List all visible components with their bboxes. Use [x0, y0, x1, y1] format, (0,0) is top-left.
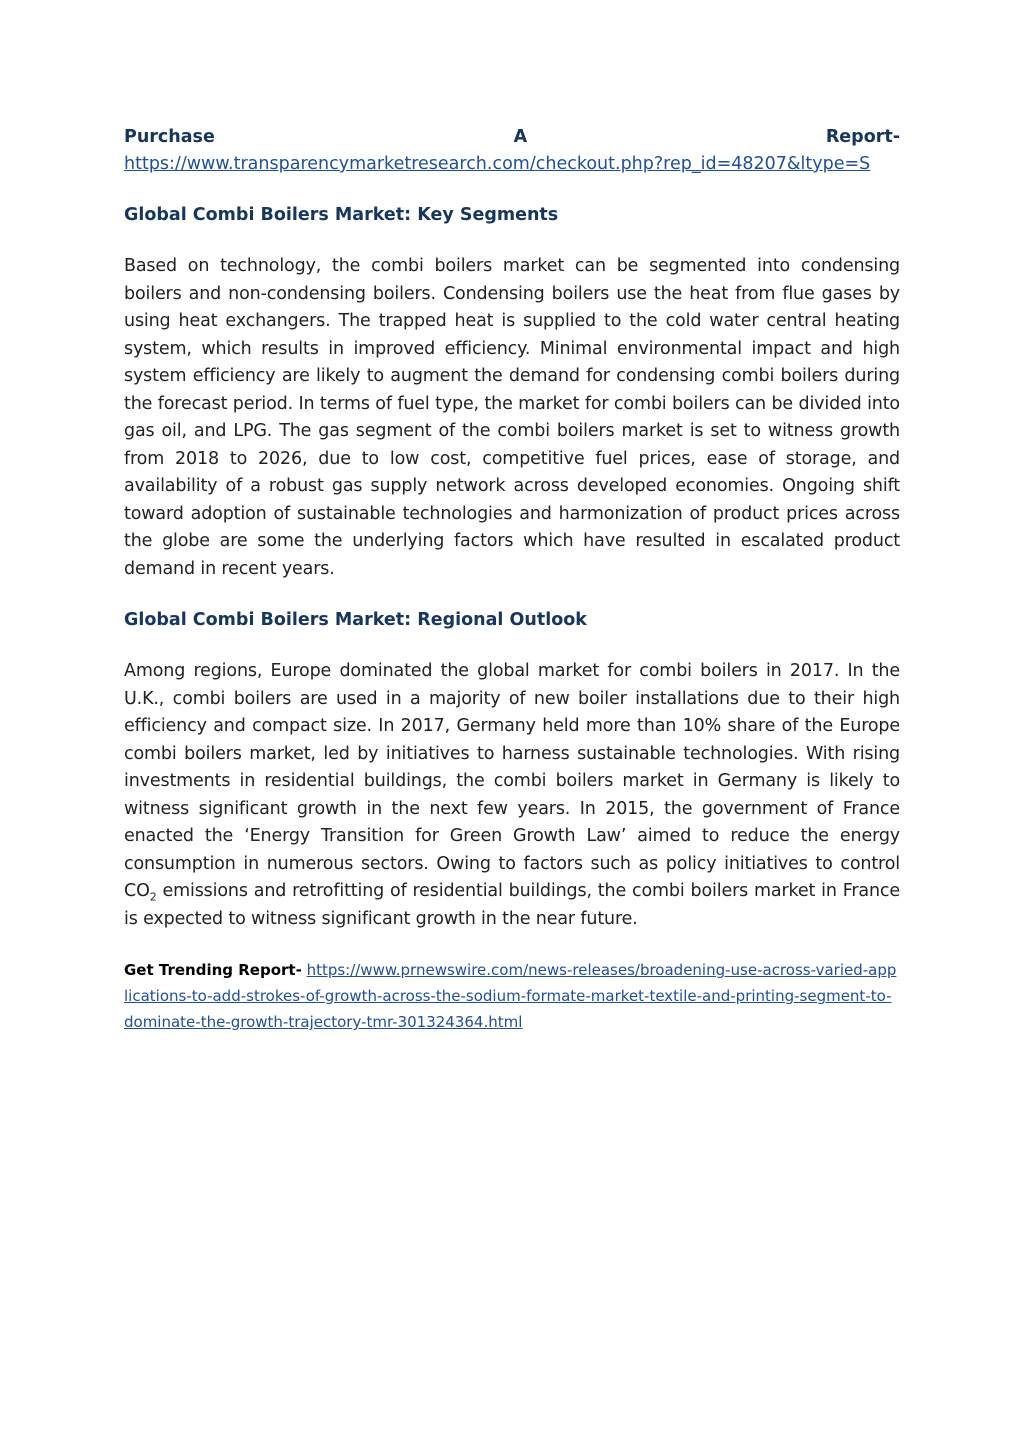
key-segments-heading: Global Combi Boilers Market: Key Segments — [124, 205, 559, 225]
regional-outlook-text-part1: Among regions, Europe dominated the global market for combi boilers in 2017. In the U.K., combi boilers are used in a majority of new boiler installations due to their high efficiency and compact size. In 2017, Germany held more than 10% share of the Europe combi boilers market, led by initiatives to harness sustainable technologies. With rising investments in residential buildings, the combi boilers market in Germany is likely to witness significant growth in the next few years. In 2015, the government of France enacted the ‘Energy Transition for Green Growth Law’ aimed to reduce the energy consumption in numerous sectors. Owing to factors such as policy initiatives to control — [124, 661, 900, 874]
trending-report-label: Get Trending Report- — [124, 961, 302, 979]
trending-report-line — [124, 957, 900, 1035]
regional-outlook-text-part2: emissions and retrofitting of residential buildings, the combi boilers market in France is expected to witness significant growth in the near future. — [124, 881, 900, 929]
purchase-word: Purchase — [124, 127, 215, 147]
co2-text: CO — [124, 881, 150, 901]
purchase-report-line — [124, 124, 900, 151]
co2-subscript: 2 — [149, 890, 157, 904]
trending-report-link[interactable]: https://www.prnewswire.com/news-releases/broadening-use-across-varied-applications-to-add-strokes-of-growth-across-the-sodium-formate-market-textile-and-printing-segment-to-dominate-the-growth-trajectory-tmr-301324364.html — [124, 961, 897, 1031]
purchase-report-word: Report- — [825, 127, 900, 147]
regional-outlook-paragraph — [124, 658, 900, 933]
regional-outlook-heading: Global Combi Boilers Market: Regional Outlook — [124, 610, 587, 630]
purchase-report-link[interactable]: https://www.transparencymarketresearch.com/checkout.php?rep_id=48207&ltype=S — [124, 154, 871, 174]
key-segments-paragraph: Based on technology, the combi boilers market can be segmented into condensing boilers and non-condensing boilers. Condensing boilers use the heat from flue gases by using heat exchangers. The trapped heat is supplied to the cold water central heating system, which results in improved efficiency. Minimal environmental impact and high system efficiency are likely to augment the demand for condensing combi boilers during the forecast period. In terms of fuel type, the market for combi boilers can be divided into gas oil, and LPG. The gas segment of the combi boilers market is set to witness growth from 2018 to 2026, due to low cost, competitive fuel prices, ease of storage, and availability of a robust gas supply network across developed economies. Ongoing shift toward adoption of sustainable technologies and harmonization of product prices across the globe are some the underlying factors which have resulted in escalated product demand in recent years. — [124, 256, 900, 579]
purchase-a-word: A — [513, 127, 528, 147]
document-page — [124, 124, 900, 1035]
